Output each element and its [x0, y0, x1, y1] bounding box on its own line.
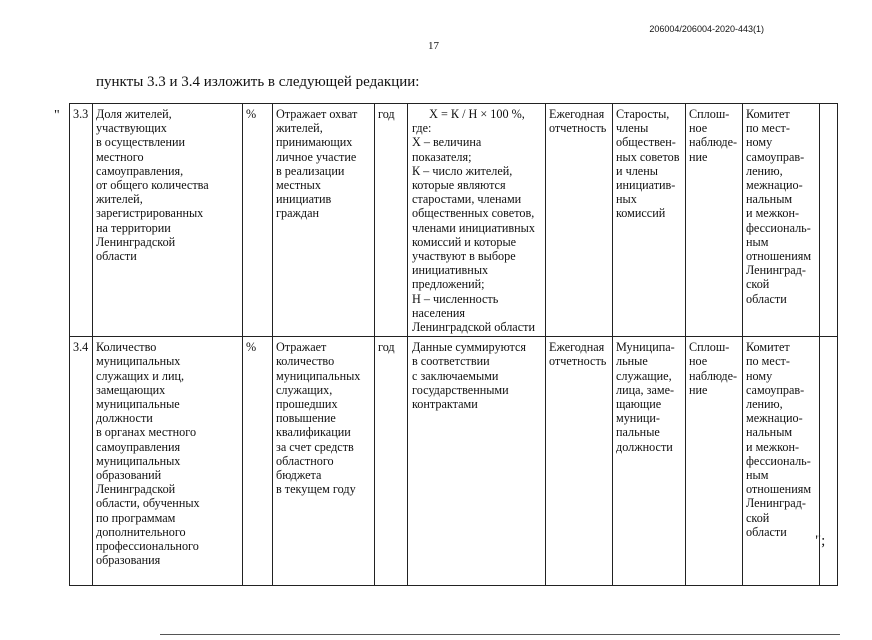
- closing-quote: ";: [815, 533, 826, 549]
- source-cell: Ежегодная отчетность: [546, 104, 613, 337]
- formula-text: где: X – величина показателя; К – число жителей, которые являются старостами, членами общественных советов, членами инициативных комиссий и которые участвуют в выборе инициативных предложений; Н – численность населения Ленинградской области: [412, 121, 535, 335]
- indicator-cell: Доля жителей, участвующих в осуществлении местного самоуправления, от общего количества жителей, зарегистрированных на территории Ленинградской области: [93, 104, 243, 337]
- unit-cell: %: [243, 104, 273, 337]
- table-row: [70, 337, 838, 586]
- table-row: [70, 104, 838, 337]
- source-cell: Ежегодная отчетность: [546, 337, 613, 586]
- formula-cell: [408, 337, 546, 586]
- formula-cell: [408, 104, 546, 337]
- formula-text: Данные суммируются в соответствии с заключаемыми государственными контрактами: [412, 340, 527, 412]
- row-number: 3.4: [70, 337, 93, 586]
- document-id: 206004/206004-2020-443(1): [649, 24, 764, 34]
- period-cell: год: [375, 104, 408, 337]
- responsible-cell: Комитет по мест- ному самоуправ- лению, межнацио- нальным и межкон- фессиональ- ным отношениям Ленинград- ской области: [743, 104, 820, 337]
- intro-text: пункты 3.3 и 3.4 изложить в следующей редакции:: [96, 74, 420, 90]
- subjects-cell: Муниципа- льные служащие, лица, заме- щающие муници- пальные должности: [613, 337, 686, 586]
- page-number: 17: [428, 40, 439, 52]
- subjects-cell: Старосты, члены обществен- ных советов и члены инициатив- ных комиссий: [613, 104, 686, 337]
- empty-cell: [820, 337, 838, 586]
- empty-cell: [820, 104, 838, 337]
- indicator-cell: Количество муниципальных служащих и лиц, замещающих муниципальные должности в органах местного самоуправления муниципальных образований Ленинградской области, обученных по программам дополнительного профессионального образования: [93, 337, 243, 586]
- row-number: 3.3: [70, 104, 93, 337]
- responsible-cell: Комитет по мест- ному самоуправ- лению, межнацио- нальным и межкон- фессиональ- ным отношениям Ленинград- ской области: [743, 337, 820, 586]
- indicators-table: [69, 103, 838, 586]
- unit-cell: %: [243, 337, 273, 586]
- formula-title: X = К / Н × 100 %,: [429, 107, 525, 121]
- period-cell: год: [375, 337, 408, 586]
- description-cell: Отражает охват жителей, принимающих личное участие в реализации местных инициатив граждан: [273, 104, 375, 337]
- bottom-rule: [160, 634, 840, 635]
- method-cell: Сплош- ное наблюде- ние: [686, 104, 743, 337]
- description-cell: Отражает количество муниципальных служащих, прошедших повышение квалификации за счет средств областного бюджета в текущем году: [273, 337, 375, 586]
- opening-quote: ": [54, 108, 60, 123]
- method-cell: Сплош- ное наблюде- ние: [686, 337, 743, 586]
